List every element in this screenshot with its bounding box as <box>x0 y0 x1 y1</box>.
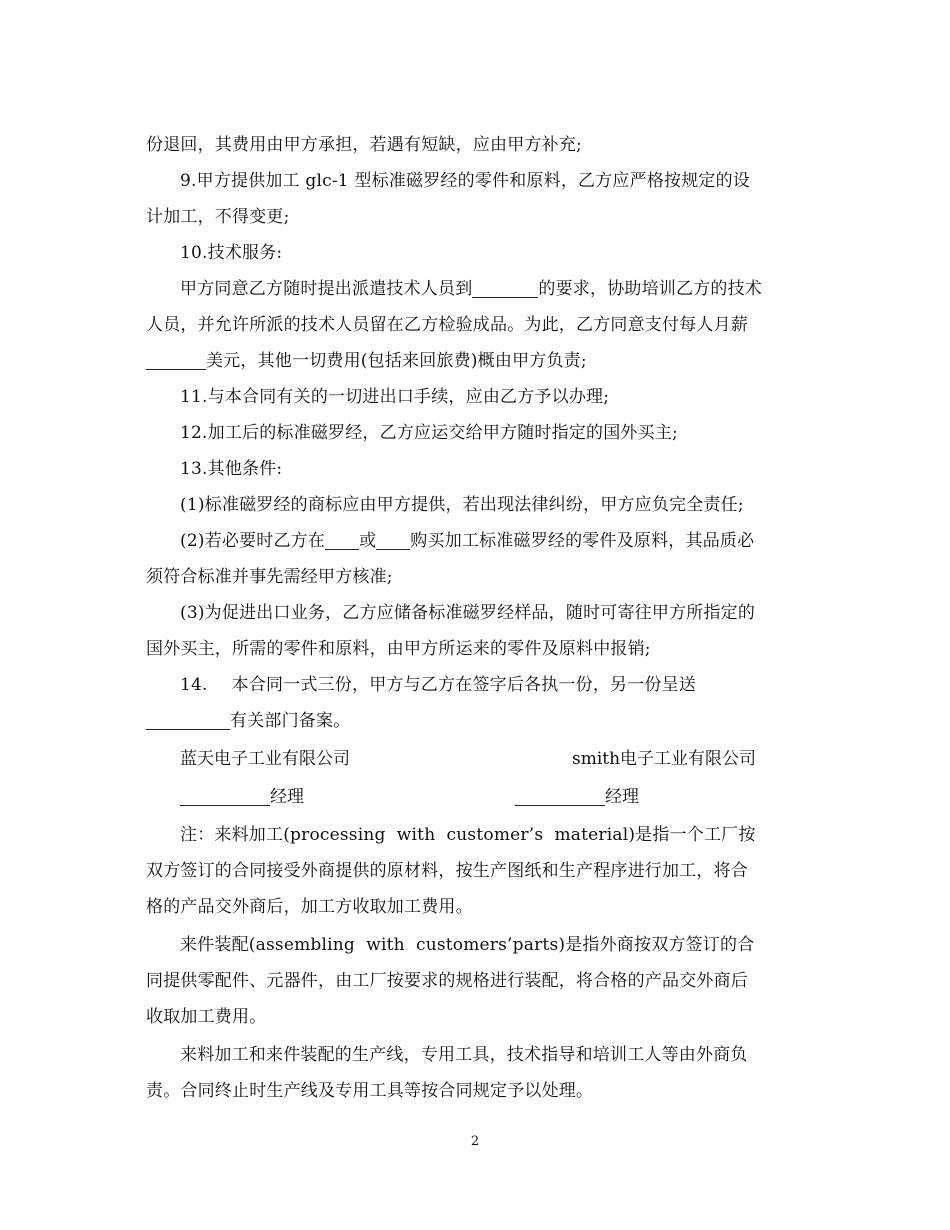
signature-blank <box>515 787 605 806</box>
note-line-3: 格的产品交外商后，加工方收取加工费用。 <box>146 897 473 917</box>
clause-9-line-1: 9.甲方提供加工 glc-1 型标准磁罗经的零件和原料，乙方应严格按规定的设 <box>180 171 751 191</box>
note-line-8: 责。合同终止时生产线及专用工具等按合同规定予以处理。 <box>146 1081 594 1101</box>
blank-line <box>325 531 359 550</box>
page-number: 2 <box>470 1134 480 1149</box>
note-line-6: 收取加工费用。 <box>146 1007 267 1027</box>
note-line-5: 同提供零配件、元器件，由工厂按要求的规格进行装配，将合格的产品交外商后 <box>146 971 748 991</box>
clause-13-item-2-line-1: (2)若必要时乙方在 或 购买加工标准磁罗经的零件及原料，其品质必 <box>180 531 755 551</box>
clause-14-line-2: 有关部门备案。 <box>146 706 806 736</box>
party-b-manager: 经理 <box>515 782 639 812</box>
party-a-name: 蓝天电子工业有限公司 <box>180 749 350 769</box>
note-line-7: 来料加工和来件装配的生产线，专用工具，技术指导和培训工人等由外商负 <box>180 1045 748 1065</box>
signature-blank <box>180 787 270 806</box>
note-line-1: 注：来料加工(processing with customer’s material)是指一个工厂按 <box>180 825 756 845</box>
clause-13-item-3-line-1: (3)为促进出口业务，乙方应储备标准磁罗经样品，随时可寄往甲方所指定的 <box>180 603 756 623</box>
clause-14-line-1: 14. 本合同一式三份，甲方与乙方在签字后各执一份，另一份呈送 <box>180 675 697 695</box>
clause-13-item-3-line-2: 国外买主，所需的零件和原料，由甲方所运来的零件及原料中报销; <box>146 639 651 659</box>
note-line-4: 来件装配(assembling with customers’parts)是指外商按双方签订的合 <box>180 935 755 955</box>
clause-13-heading: 13.其他条件: <box>180 459 283 479</box>
blank-line <box>376 531 410 550</box>
clause-10-line-1: 甲方同意乙方随时提出派遣技术人员到 的要求，协助培训乙方的技术 <box>180 279 763 299</box>
blank-line <box>472 279 538 298</box>
clause-9-line-2: 计加工，不得变更; <box>146 207 290 227</box>
text-line: 份退回，其费用由甲方承担，若遇有短缺，应由甲方补充; <box>146 135 582 155</box>
party-a-manager: 经理 <box>180 782 304 812</box>
clause-10-line-2: 人员，并允许所派的技术人员留在乙方检验成品。为此，乙方同意支付每人月薪 <box>146 315 748 335</box>
clause-11: 11.与本合同有关的一切进出口手续，应由乙方予以办理; <box>180 387 610 407</box>
clause-10-line-3: 美元，其他一切费用(包括来回旅费)概由甲方负责; <box>146 346 806 376</box>
clause-10-heading: 10.技术服务: <box>180 243 283 263</box>
blank-line <box>146 351 206 370</box>
party-b-name: smith电子工业有限公司 <box>572 749 757 769</box>
clause-13-item-2-line-2: 须符合标准并事先需经甲方核准; <box>146 567 393 587</box>
clause-12: 12.加工后的标准磁罗经，乙方应运交给甲方随时指定的国外买主; <box>180 423 678 443</box>
clause-13-item-1: (1)标准磁罗经的商标应由甲方提供，若出现法律纠纷，甲方应负完全责任; <box>180 495 744 515</box>
note-line-2: 双方签订的合同接受外商提供的原材料，按生产图纸和生产程序进行加工，将合 <box>146 861 748 881</box>
blank-line <box>146 711 230 730</box>
